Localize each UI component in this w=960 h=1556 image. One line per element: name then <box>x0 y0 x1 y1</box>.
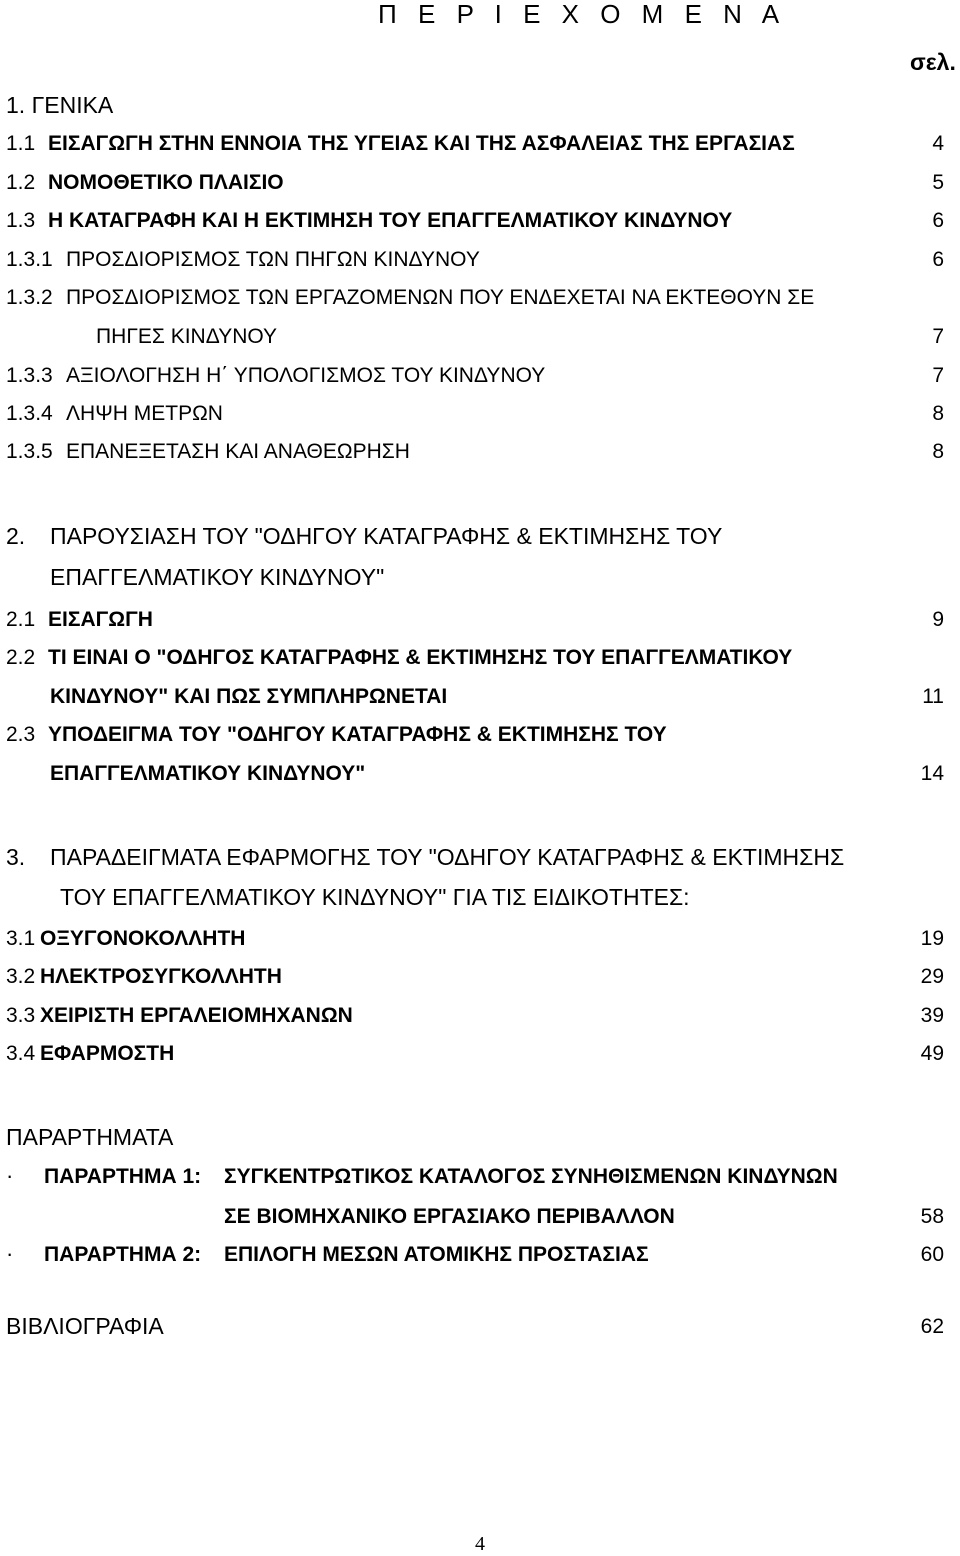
toc-text: ΝΟΜΟΘΕΤΙΚΟ ΠΛΑΙΣΙΟ <box>48 171 284 194</box>
toc-number: 1.3.2 <box>6 286 53 309</box>
toc-page: 8 <box>932 402 944 425</box>
toc-page: 7 <box>932 325 944 348</box>
toc-text: ΑΞΙΟΛΟΓΗΣΗ Η΄ ΥΠΟΛΟΓΙΣΜΟΣ ΤΟΥ ΚΙΝΔΥΝΟΥ <box>66 364 546 387</box>
toc-page: 9 <box>932 608 944 631</box>
appendix-label: ΠΑΡΑΡΤΗΜΑ 2: <box>44 1243 202 1266</box>
appendices-heading: ΠΑΡΑΡΤΗΜΑΤΑ <box>6 1124 174 1150</box>
toc-page: 19 <box>920 927 944 950</box>
toc-number: 2.1 <box>6 608 36 631</box>
toc-page: 11 <box>922 685 944 708</box>
toc-page: 6 <box>932 248 944 271</box>
toc-number: 2.3 <box>6 723 36 746</box>
toc-text: ΠΡΟΣΔΙΟΡΙΣΜΟΣ ΤΩΝ ΠΗΓΩΝ ΚΙΝΔΥΝΟΥ <box>66 248 480 271</box>
toc-page: 39 <box>920 1004 944 1027</box>
toc-page: 8 <box>932 440 944 463</box>
toc-text-continued: ΕΠΑΓΓΕΛΜΑΤΙΚΟΥ ΚΙΝΔΥΝΟΥ" <box>50 762 366 785</box>
page-number: 4 <box>475 1533 485 1555</box>
page-title: Π Ε Ρ Ι Ε Χ Ο Μ Ε Ν Α <box>378 0 787 29</box>
toc-text: ΕΠΑΝΕΞΕΤΑΣΗ ΚΑΙ ΑΝΑΘΕΩΡΗΣΗ <box>66 440 410 463</box>
toc-page: 49 <box>920 1042 944 1065</box>
toc-page: 5 <box>932 171 944 194</box>
section-title: ΠΑΡΑΔΕΙΓΜΑΤΑ ΕΦΑΡΜΟΓΗΣ ΤΟΥ "ΟΔΗΓΟΥ ΚΑΤΑΓΡΑΦΗΣ & ΕΚΤΙΜΗΣΗΣ <box>50 844 845 870</box>
toc-page: 4 <box>932 132 944 155</box>
toc-text: ΛΗΨΗ ΜΕΤΡΩΝ <box>66 402 223 425</box>
toc-page: 6 <box>932 209 944 232</box>
toc-text-continued: ΠΗΓΕΣ ΚΙΝΔΥΝΟΥ <box>96 325 278 348</box>
toc-text-continued: ΣΕ ΒΙΟΜΗΧΑΝΙΚΟ ΕΡΓΑΣΙΑΚΟ ΠΕΡΙΒΑΛΛΟΝ <box>224 1205 675 1228</box>
bullet-icon: · <box>6 1163 14 1188</box>
toc-page: 58 <box>920 1205 944 1228</box>
toc-text: Η ΚΑΤΑΓΡΑΦΗ ΚΑΙ Η ΕΚΤΙΜΗΣΗ ΤΟΥ ΕΠΑΓΓΕΛΜΑΤΙΚΟΥ ΚΙΝΔΥΝΟΥ <box>48 209 733 232</box>
toc-text: ΕΙΣΑΓΩΓΗ <box>48 608 153 631</box>
appendix-label: ΠΑΡΑΡΤΗΜΑ 1: <box>44 1165 202 1188</box>
bibliography-heading: ΒΙΒΛΙΟΓΡΑΦΙΑ <box>6 1313 164 1339</box>
toc-page: 14 <box>920 762 944 785</box>
toc-number: 1.1 <box>6 132 36 155</box>
toc-text: ΗΛΕΚΤΡΟΣΥΓΚΟΛΛΗΤΗ <box>40 965 282 988</box>
section-number: 2. <box>6 523 26 549</box>
toc-number: 3.2 <box>6 965 36 988</box>
toc-text: ΠΡΟΣΔΙΟΡΙΣΜΟΣ ΤΩΝ ΕΡΓΑΖΟΜΕΝΩΝ ΠΟΥ ΕΝΔΕΧΕΤΑΙ ΝΑ ΕΚΤΕΘΟΥΝ ΣΕ <box>66 286 815 309</box>
toc-number: 1.2 <box>6 171 36 194</box>
toc-page: 62 <box>920 1315 944 1338</box>
toc-number: 3.3 <box>6 1004 36 1027</box>
toc-number: 1.3.3 <box>6 364 53 387</box>
page-column-label: σελ. <box>910 49 956 75</box>
toc-number: 1.3.1 <box>6 248 53 271</box>
toc-number: 3.1 <box>6 927 36 950</box>
toc-number: 1.3.4 <box>6 402 53 425</box>
section-title: ΠΑΡΟΥΣΙΑΣΗ ΤΟΥ "ΟΔΗΓΟΥ ΚΑΤΑΓΡΑΦΗΣ & ΕΚΤΙΜΗΣΗΣ ΤΟΥ <box>50 523 723 549</box>
toc-page: 60 <box>920 1243 944 1266</box>
toc-text-continued: ΚΙΝΔΥΝΟΥ" ΚΑΙ ΠΩΣ ΣΥΜΠΛΗΡΩΝΕΤΑΙ <box>50 685 448 708</box>
toc-text: ΕΦΑΡΜΟΣΤΗ <box>40 1042 175 1065</box>
toc-text: ΕΙΣΑΓΩΓΗ ΣΤΗΝ ΕΝΝΟΙΑ ΤΗΣ ΥΓΕΙΑΣ ΚΑΙ ΤΗΣ ΑΣΦΑΛΕΙΑΣ ΤΗΣ ΕΡΓΑΣΙΑΣ <box>48 132 795 155</box>
toc-number: 3.4 <box>6 1042 36 1065</box>
toc-number: 1.3.5 <box>6 440 53 463</box>
toc-text: ΤΙ ΕΙΝΑΙ Ο "ΟΔΗΓΟΣ ΚΑΤΑΓΡΑΦΗΣ & ΕΚΤΙΜΗΣΗΣ ΤΟΥ ΕΠΑΓΓΕΛΜΑΤΙΚΟΥ <box>48 646 793 669</box>
section-1-heading: 1. ΓΕΝΙΚΑ <box>6 92 114 118</box>
toc-page: 29 <box>920 965 944 988</box>
toc-text: ΥΠΟΔΕΙΓΜΑ ΤΟΥ "ΟΔΗΓΟΥ ΚΑΤΑΓΡΑΦΗΣ & ΕΚΤΙΜΗΣΗΣ ΤΟΥ <box>48 723 667 746</box>
toc-text: ΟΞΥΓΟΝΟΚΟΛΛΗΤΗ <box>40 927 246 950</box>
toc-text: ΕΠΙΛΟΓΗ ΜΕΣΩΝ ΑΤΟΜΙΚΗΣ ΠΡΟΣΤΑΣΙΑΣ <box>224 1243 649 1266</box>
toc-number: 1.3 <box>6 209 36 232</box>
section-number: 3. <box>6 844 26 870</box>
section-title-continued: ΤΟΥ ΕΠΑΓΓΕΛΜΑΤΙΚΟΥ ΚΙΝΔΥΝΟΥ" ΓΙΑ ΤΙΣ ΕΙΔΙΚΟΤΗΤΕΣ: <box>60 884 690 910</box>
toc-text: ΧΕΙΡΙΣΤΗ ΕΡΓΑΛΕΙΟΜΗΧΑΝΩΝ <box>40 1004 353 1027</box>
bullet-icon: · <box>6 1241 14 1266</box>
toc-page: 7 <box>932 364 944 387</box>
toc-text: ΣΥΓΚΕΝΤΡΩΤΙΚΟΣ ΚΑΤΑΛΟΓΟΣ ΣΥΝΗΘΙΣΜΕΝΩΝ ΚΙΝΔΥΝΩΝ <box>224 1165 838 1188</box>
toc-number: 2.2 <box>6 646 36 669</box>
section-title-continued: ΕΠΑΓΓΕΛΜΑΤΙΚΟΥ ΚΙΝΔΥΝΟΥ" <box>50 564 385 590</box>
